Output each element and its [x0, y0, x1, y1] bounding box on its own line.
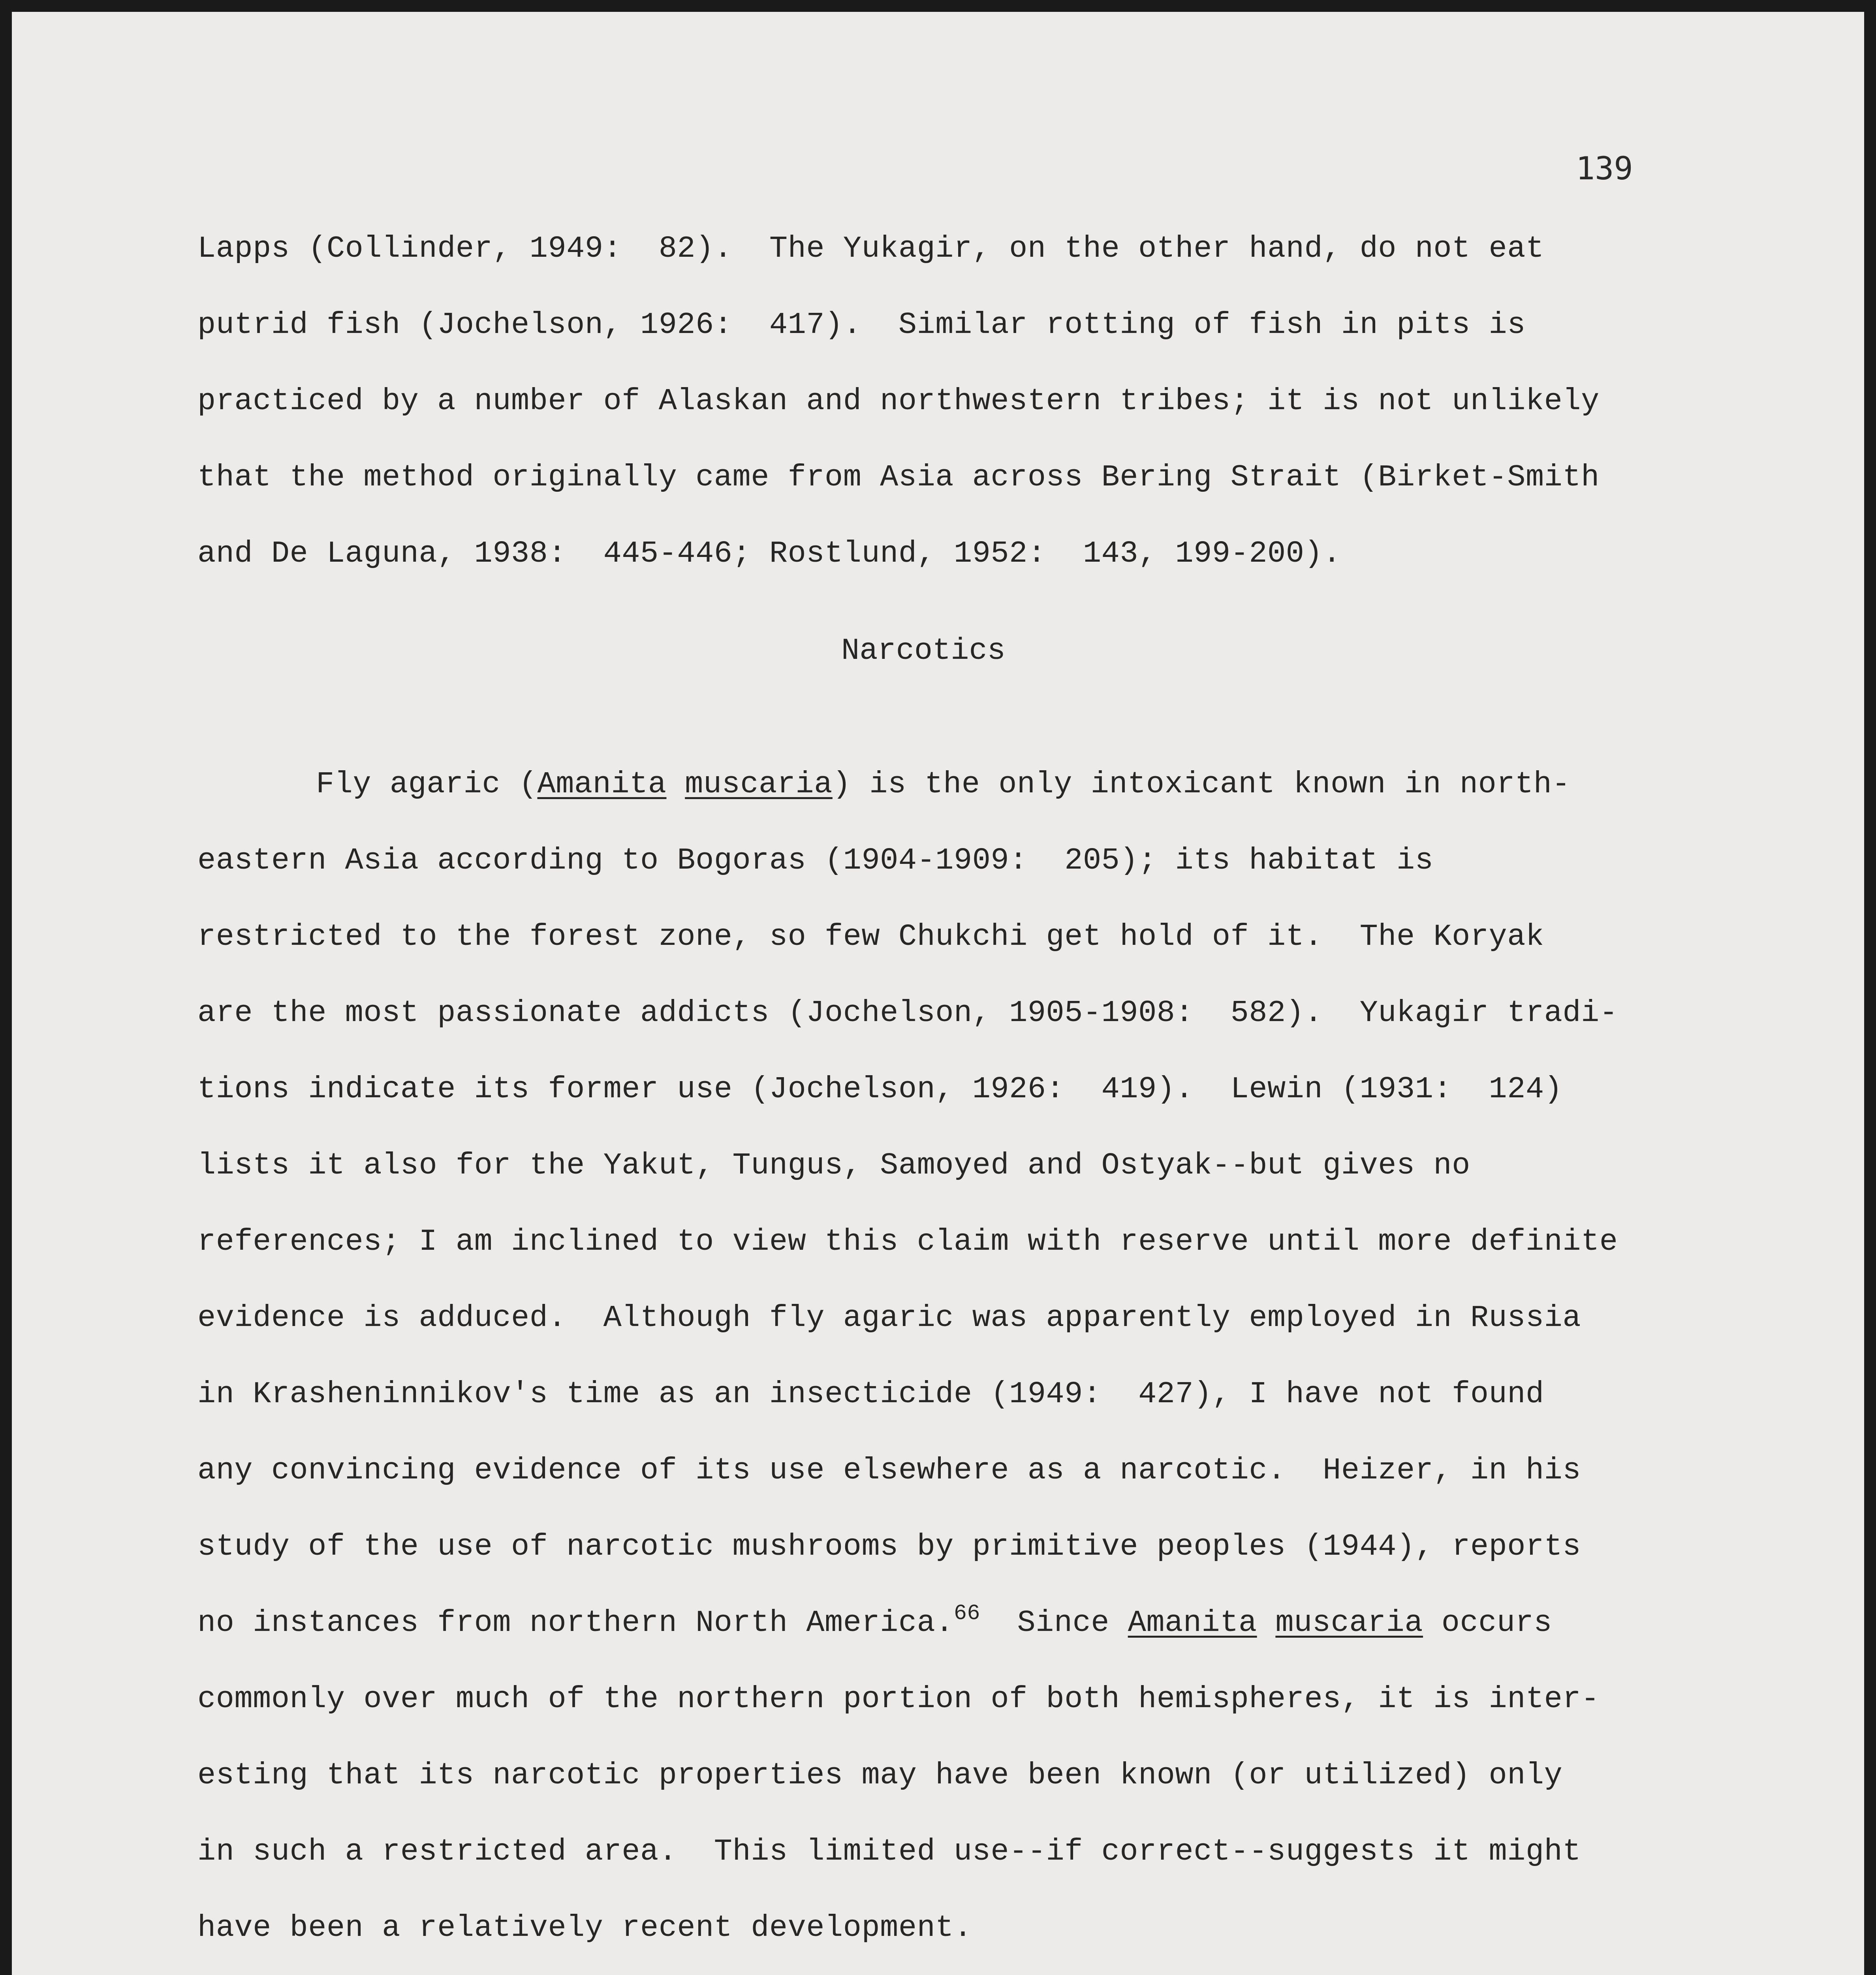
text-line: have been a relatively recent development. — [197, 1911, 972, 1945]
text-segment — [1257, 1606, 1276, 1640]
underlined-term: Amanita — [537, 767, 667, 802]
text-line: and De Laguna, 1938: 445-446; Rostlund, 1952: 143, 199-200). — [197, 537, 1341, 571]
text-line: commonly over much of the northern portion of both hemispheres, it is inter- — [197, 1682, 1600, 1717]
underlined-term: Amanita — [1128, 1606, 1257, 1640]
text-line — [197, 747, 1690, 823]
text-segment — [666, 767, 685, 802]
text-line: restricted to the forest zone, so few Chukchi get hold of it. The Koryak — [197, 920, 1544, 954]
text-segment: Since — [980, 1606, 1128, 1640]
text-line: eastern Asia according to Bogoras (1904-1909: 205); its habitat is — [197, 844, 1434, 878]
paragraph-lapps — [197, 211, 1690, 592]
page-number: 139 — [1576, 150, 1633, 187]
text-line: practiced by a number of Alaskan and northwestern tribes; it is not unlikely — [197, 384, 1600, 419]
text-line: tions indicate its former use (Jochelson, 1926: 419). Lewin (1931: 124) — [197, 1072, 1563, 1107]
text-line: putrid fish (Jochelson, 1926: 417). Similar rotting of fish in pits is — [197, 308, 1526, 342]
text-line: study of the use of narcotic mushrooms by primitive peoples (1944), reports — [197, 1530, 1581, 1564]
text-line: Lapps (Collinder, 1949: 82). The Yukagir, on the other hand, do not eat — [197, 232, 1544, 266]
text-segment: occurs — [1423, 1606, 1552, 1640]
text-segment: no instances from northern North America. — [197, 1606, 954, 1640]
document-page — [12, 12, 1864, 1975]
text-line: evidence is adduced. Although fly agaric was apparently employed in Russia — [197, 1301, 1581, 1335]
text-segment: ) is the only intoxicant known in north- — [832, 767, 1571, 802]
text-line: in such a restricted area. This limited use--if correct--suggests it might — [197, 1835, 1581, 1869]
text-line: in Krasheninnikov's time as an insecticide (1949: 427), I have not found — [197, 1377, 1544, 1412]
text-line: any convincing evidence of its use elsewhere as a narcotic. Heizer, in his — [197, 1454, 1581, 1488]
text-segment: Fly agaric ( — [316, 767, 538, 802]
text-line: references; I am inclined to view this claim with reserve until more definite — [197, 1225, 1618, 1259]
text-line: esting that its narcotic properties may have been known (or utilized) only — [197, 1759, 1563, 1793]
section-heading: Narcotics — [841, 634, 1006, 668]
text-line: that the method originally came from Asia across Bering Strait (Birket-Smith — [197, 461, 1600, 495]
underlined-term: muscaria — [685, 767, 833, 802]
underlined-term: muscaria — [1275, 1606, 1423, 1640]
text-line: are the most passionate addicts (Jochelson, 1905-1908: 582). Yukagir tradi- — [197, 996, 1618, 1031]
text-line: lists it also for the Yakut, Tungus, Samoyed and Ostyak--but gives no — [197, 1149, 1470, 1183]
footnote-marker: 66 — [954, 1601, 981, 1626]
text-line — [197, 1585, 1690, 1661]
paragraph-fly-agaric — [197, 747, 1690, 1966]
